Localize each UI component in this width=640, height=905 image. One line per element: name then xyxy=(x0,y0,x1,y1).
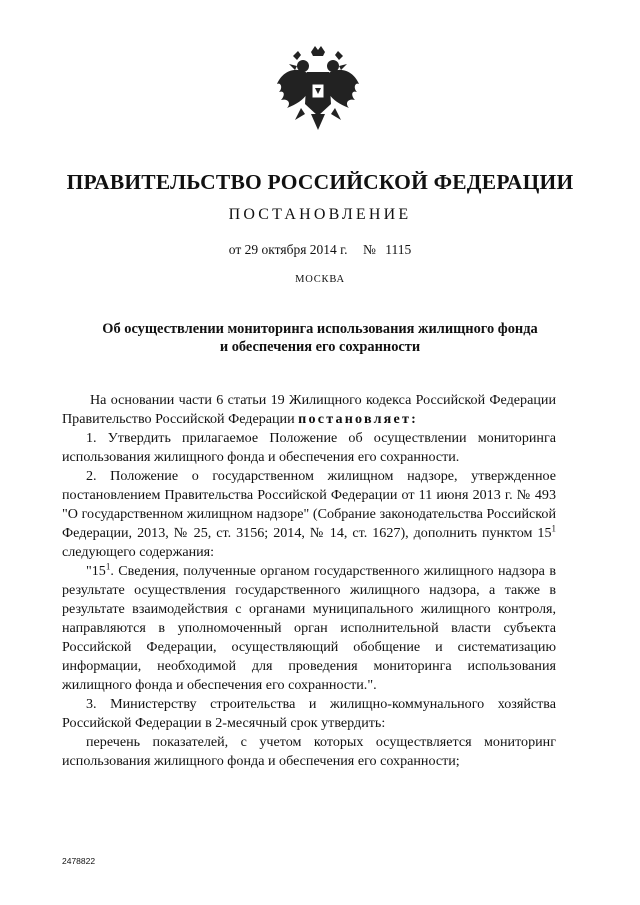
quoted-clause xyxy=(62,562,556,695)
document-number: 1115 xyxy=(385,242,412,257)
document-date: от 29 октября 2014 г. xyxy=(228,242,348,257)
coat-of-arms-icon xyxy=(271,44,365,144)
decree-word: постановляет: xyxy=(298,411,418,427)
quote-superscript: 1 xyxy=(105,561,111,572)
item-2-superscript: 1 xyxy=(551,523,556,534)
city: МОСКВА xyxy=(295,274,345,285)
item-3-subitem: перечень показателей, с учетом которых осуществляется мониторинг использования жилищного фонда и обеспечения его сохранности; xyxy=(62,734,556,769)
item-2-tail: следующего содержания: xyxy=(62,544,215,560)
document-heading xyxy=(60,320,580,356)
date-number-line xyxy=(0,242,640,258)
quote-start: "15 xyxy=(86,563,106,579)
preamble-text: На основании части 6 статьи 19 Жилищного кодекса Российской Федерации Правительство Российской Федерации xyxy=(62,392,556,427)
document-type: ПОСТАНОВЛЕНИЕ xyxy=(228,206,412,223)
item-3: 3. Министерству строительства и жилищно-коммунального хозяйства Российской Федерации в 2-месячный срок утвердить: xyxy=(62,696,556,731)
government-title: ПРАВИТЕЛЬСТВО РОССИЙСКОЙ ФЕДЕРАЦИИ xyxy=(66,170,574,194)
document-body xyxy=(62,391,556,771)
document-code: 2478822 xyxy=(62,856,96,866)
item-1: 1. Утвердить прилагаемое Положение об осуществлении мониторинга использования жилищного фонда и обеспечения его сохранности. xyxy=(62,430,556,465)
heading-line-2: и обеспечения его сохранности xyxy=(219,339,421,355)
item-2-text: 2. Положение о государственном жилищном надзоре, утвержденное постановлением Правительства Российской Федерации от 11 июня 2013 г. № 493 "О государственном жилищном надзоре" (Собрание законодательства Российской Федерации, 2013, № 25, ст. 3156; 2014, № 14, ст. 1627), дополнить пунктом 15 xyxy=(62,468,556,541)
heading-line-1: Об осуществлении мониторинга использования жилищного фонда xyxy=(102,321,538,337)
item-2 xyxy=(62,467,556,562)
quote-text: . Сведения, полученные органом государственного жилищного надзора в результате осуществления государственного жилищного надзора, а также в результате взаимодействия с органами муниципального жилищного контроля, направляются в уполномоченный орган исполнительной власти субъекта Российской Федерации, осуществляющий обобщение и систематизацию информации, необходимой для проведения мониторинга использования жилищного фонда и обеспечения его сохранности.". xyxy=(62,563,556,693)
preamble xyxy=(62,391,556,429)
number-sign: № xyxy=(362,242,376,257)
